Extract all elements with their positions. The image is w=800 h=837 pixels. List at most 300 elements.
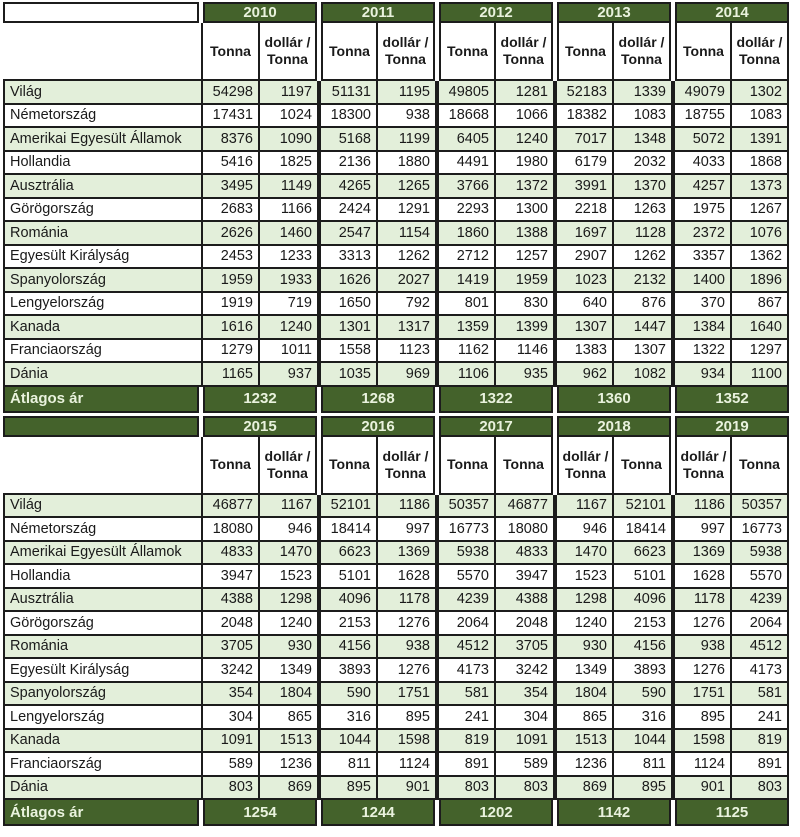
value-cell: 1124 [675, 753, 732, 777]
average-row [3, 387, 789, 413]
value-cell: 1317 [378, 316, 435, 340]
value-cell: 946 [260, 518, 317, 542]
column-header: Tonna [496, 437, 553, 495]
value-cell: 1265 [378, 175, 435, 199]
value-cell: 1470 [260, 542, 317, 566]
average-value: 1322 [439, 387, 553, 413]
table-row [3, 659, 789, 683]
value-cell: 5570 [439, 565, 496, 589]
value-cell: 1044 [321, 730, 378, 754]
average-value: 1360 [557, 387, 671, 413]
value-cell: 2153 [321, 612, 378, 636]
value-cell: 18080 [496, 518, 553, 542]
value-cell: 1298 [557, 589, 614, 613]
value-cell: 819 [439, 730, 496, 754]
value-cell: 1348 [614, 128, 671, 152]
table-row [3, 199, 789, 223]
country-label: Görögország [3, 199, 203, 223]
average-row [3, 800, 789, 826]
value-cell: 1276 [675, 612, 732, 636]
average-label: Átlagos ár [3, 387, 199, 413]
value-cell: 1959 [203, 269, 260, 293]
column-header: Tonna [203, 437, 260, 495]
value-cell: 3495 [203, 175, 260, 199]
value-cell: 895 [321, 777, 378, 801]
value-cell: 52101 [321, 495, 378, 519]
value-cell: 895 [675, 706, 732, 730]
column-header-row [3, 23, 789, 81]
value-cell: 1165 [203, 363, 260, 387]
value-cell: 1628 [378, 565, 435, 589]
value-cell: 52183 [557, 81, 614, 105]
column-header: dollár / Tonna [260, 437, 317, 495]
value-cell: 46877 [203, 495, 260, 519]
value-cell: 1804 [557, 683, 614, 707]
value-cell: 7017 [557, 128, 614, 152]
country-label: Világ [3, 495, 203, 519]
value-cell: 51131 [321, 81, 378, 105]
value-cell: 4096 [321, 589, 378, 613]
country-label: Amerikai Egyesült Államok [3, 542, 203, 566]
table-row [3, 340, 789, 364]
value-cell: 1178 [378, 589, 435, 613]
value-cell: 18755 [675, 105, 732, 129]
value-cell: 4156 [321, 636, 378, 660]
value-cell: 1384 [675, 316, 732, 340]
column-header-row [3, 437, 789, 495]
country-label: Amerikai Egyesült Államok [3, 128, 203, 152]
value-cell: 901 [378, 777, 435, 801]
average-value: 1202 [439, 800, 553, 826]
value-cell: 4512 [439, 636, 496, 660]
value-cell: 1523 [260, 565, 317, 589]
value-cell: 6179 [557, 152, 614, 176]
value-cell: 803 [439, 777, 496, 801]
value-cell: 1650 [321, 293, 378, 317]
value-cell: 867 [732, 293, 789, 317]
value-cell: 1263 [614, 199, 671, 223]
value-cell: 1197 [260, 81, 317, 105]
value-cell: 1195 [378, 81, 435, 105]
value-cell: 1166 [260, 199, 317, 223]
corner-cell [3, 2, 199, 23]
value-cell: 1083 [732, 105, 789, 129]
year-header: 2012 [439, 2, 553, 23]
value-cell: 1276 [378, 659, 435, 683]
value-cell: 304 [496, 706, 553, 730]
value-cell: 5168 [321, 128, 378, 152]
value-cell: 997 [675, 518, 732, 542]
column-header: Tonna [439, 437, 496, 495]
value-cell: 895 [378, 706, 435, 730]
value-cell: 304 [203, 706, 260, 730]
value-cell: 2048 [496, 612, 553, 636]
value-cell: 316 [321, 706, 378, 730]
value-cell: 5101 [614, 565, 671, 589]
table-row [3, 316, 789, 340]
value-cell: 16773 [439, 518, 496, 542]
value-cell: 803 [496, 777, 553, 801]
country-label: Románia [3, 636, 203, 660]
value-cell: 1262 [614, 246, 671, 270]
country-label: Spanyolország [3, 269, 203, 293]
value-cell: 50357 [732, 495, 789, 519]
year-header-row [3, 416, 789, 437]
value-cell: 4257 [675, 175, 732, 199]
value-cell: 3705 [496, 636, 553, 660]
table-row [3, 683, 789, 707]
value-cell: 2153 [614, 612, 671, 636]
value-cell: 962 [557, 363, 614, 387]
value-cell: 49079 [675, 81, 732, 105]
value-cell: 18668 [439, 105, 496, 129]
value-cell: 1860 [439, 222, 496, 246]
column-header: Tonna [557, 23, 614, 81]
value-cell: 801 [439, 293, 496, 317]
table-row [3, 518, 789, 542]
value-cell: 1124 [378, 753, 435, 777]
value-cell: 18414 [614, 518, 671, 542]
value-cell: 1281 [496, 81, 553, 105]
value-cell: 5938 [439, 542, 496, 566]
table-row [3, 589, 789, 613]
value-cell: 3357 [675, 246, 732, 270]
country-label: Franciaország [3, 340, 203, 364]
value-cell: 1349 [557, 659, 614, 683]
year-header: 2015 [203, 416, 317, 437]
value-cell: 354 [203, 683, 260, 707]
country-label: Románia [3, 222, 203, 246]
value-cell: 1044 [614, 730, 671, 754]
column-header: Tonna [439, 23, 496, 81]
value-cell: 1383 [557, 340, 614, 364]
country-label: Dánia [3, 777, 203, 801]
value-cell: 1199 [378, 128, 435, 152]
average-value: 1268 [321, 387, 435, 413]
value-cell: 1091 [203, 730, 260, 754]
value-cell: 16773 [732, 518, 789, 542]
year-header: 2017 [439, 416, 553, 437]
value-cell: 1011 [260, 340, 317, 364]
table-row [3, 730, 789, 754]
value-cell: 4388 [203, 589, 260, 613]
value-cell: 1868 [732, 152, 789, 176]
average-value: 1254 [203, 800, 317, 826]
value-cell: 1076 [732, 222, 789, 246]
value-cell: 18414 [321, 518, 378, 542]
value-cell: 1513 [260, 730, 317, 754]
value-cell: 4388 [496, 589, 553, 613]
value-cell: 1370 [614, 175, 671, 199]
table-row [3, 128, 789, 152]
country-label: Görögország [3, 612, 203, 636]
value-cell: 1751 [378, 683, 435, 707]
value-cell: 1628 [675, 565, 732, 589]
value-cell: 2372 [675, 222, 732, 246]
value-cell: 2626 [203, 222, 260, 246]
table-row [3, 753, 789, 777]
value-cell: 1146 [496, 340, 553, 364]
value-cell: 865 [557, 706, 614, 730]
value-cell: 930 [557, 636, 614, 660]
value-cell: 316 [614, 706, 671, 730]
country-label: Ausztrália [3, 175, 203, 199]
value-cell: 891 [439, 753, 496, 777]
year-header: 2019 [675, 416, 789, 437]
value-cell: 5072 [675, 128, 732, 152]
table-row [3, 363, 789, 387]
country-label: Lengyelország [3, 706, 203, 730]
value-cell: 3947 [203, 565, 260, 589]
value-cell: 930 [260, 636, 317, 660]
corner-cell [3, 437, 203, 495]
country-label: Németország [3, 518, 203, 542]
column-header: dollár / Tonna [260, 23, 317, 81]
value-cell: 938 [675, 636, 732, 660]
value-cell: 1388 [496, 222, 553, 246]
value-cell: 1083 [614, 105, 671, 129]
value-cell: 4491 [439, 152, 496, 176]
value-cell: 3991 [557, 175, 614, 199]
value-cell: 1297 [732, 340, 789, 364]
value-cell: 1240 [496, 128, 553, 152]
table-row [3, 706, 789, 730]
column-header: Tonna [732, 437, 789, 495]
value-cell: 1460 [260, 222, 317, 246]
value-cell: 1302 [732, 81, 789, 105]
value-cell: 581 [439, 683, 496, 707]
value-cell: 1751 [675, 683, 732, 707]
value-cell: 1257 [496, 246, 553, 270]
average-value: 1142 [557, 800, 671, 826]
table-row [3, 152, 789, 176]
value-cell: 1300 [496, 199, 553, 223]
value-cell: 4239 [732, 589, 789, 613]
value-cell: 4833 [496, 542, 553, 566]
value-cell: 3893 [614, 659, 671, 683]
value-cell: 1178 [675, 589, 732, 613]
value-cell: 6623 [321, 542, 378, 566]
country-label: Kanada [3, 730, 203, 754]
value-cell: 1240 [260, 612, 317, 636]
value-cell: 354 [496, 683, 553, 707]
column-header: dollár / Tonna [675, 437, 732, 495]
value-cell: 1123 [378, 340, 435, 364]
value-cell: 901 [675, 777, 732, 801]
year-header: 2018 [557, 416, 671, 437]
value-cell: 876 [614, 293, 671, 317]
value-cell: 792 [378, 293, 435, 317]
value-cell: 2712 [439, 246, 496, 270]
column-header: dollár / Tonna [378, 23, 435, 81]
country-label: Franciaország [3, 753, 203, 777]
value-cell: 1236 [557, 753, 614, 777]
value-cell: 803 [732, 777, 789, 801]
country-label: Világ [3, 81, 203, 105]
value-cell: 997 [378, 518, 435, 542]
value-cell: 1804 [260, 683, 317, 707]
value-cell: 1035 [321, 363, 378, 387]
average-value: 1125 [675, 800, 789, 826]
value-cell: 1301 [321, 316, 378, 340]
table-row [3, 175, 789, 199]
value-cell: 581 [732, 683, 789, 707]
value-cell: 1373 [732, 175, 789, 199]
value-cell: 719 [260, 293, 317, 317]
value-cell: 1369 [675, 542, 732, 566]
value-cell: 1167 [260, 495, 317, 519]
value-cell: 2136 [321, 152, 378, 176]
value-cell: 1616 [203, 316, 260, 340]
corner-cell [3, 23, 203, 81]
value-cell: 54298 [203, 81, 260, 105]
column-header: dollár / Tonna [557, 437, 614, 495]
value-cell: 1880 [378, 152, 435, 176]
value-cell: 1975 [675, 199, 732, 223]
value-cell: 2064 [439, 612, 496, 636]
value-cell: 370 [675, 293, 732, 317]
value-cell: 6405 [439, 128, 496, 152]
value-cell: 1091 [496, 730, 553, 754]
value-cell: 1276 [675, 659, 732, 683]
value-cell: 1598 [675, 730, 732, 754]
country-label: Hollandia [3, 152, 203, 176]
value-cell: 50357 [439, 495, 496, 519]
value-cell: 1149 [260, 175, 317, 199]
value-cell: 1933 [260, 269, 317, 293]
value-cell: 1339 [614, 81, 671, 105]
value-cell: 4239 [439, 589, 496, 613]
value-cell: 1307 [557, 316, 614, 340]
value-cell: 1291 [378, 199, 435, 223]
value-cell: 811 [321, 753, 378, 777]
value-cell: 1399 [496, 316, 553, 340]
value-cell: 1167 [557, 495, 614, 519]
value-cell: 4173 [732, 659, 789, 683]
value-cell: 52101 [614, 495, 671, 519]
average-value: 1232 [203, 387, 317, 413]
value-cell: 640 [557, 293, 614, 317]
value-cell: 5416 [203, 152, 260, 176]
value-cell: 18382 [557, 105, 614, 129]
value-cell: 1298 [260, 589, 317, 613]
value-cell: 1359 [439, 316, 496, 340]
value-cell: 3893 [321, 659, 378, 683]
value-cell: 1090 [260, 128, 317, 152]
value-cell: 1186 [378, 495, 435, 519]
value-cell: 1391 [732, 128, 789, 152]
value-cell: 1267 [732, 199, 789, 223]
country-label: Spanyolország [3, 683, 203, 707]
value-cell: 938 [378, 105, 435, 129]
country-label: Egyesült Királyság [3, 246, 203, 270]
value-cell: 1959 [496, 269, 553, 293]
column-header: dollár / Tonna [614, 23, 671, 81]
value-cell: 2907 [557, 246, 614, 270]
value-cell: 1279 [203, 340, 260, 364]
value-cell: 1023 [557, 269, 614, 293]
year-header: 2011 [321, 2, 435, 23]
value-cell: 1558 [321, 340, 378, 364]
corner-cell [3, 416, 199, 437]
value-cell: 2048 [203, 612, 260, 636]
value-cell: 1419 [439, 269, 496, 293]
value-cell: 3313 [321, 246, 378, 270]
value-cell: 5938 [732, 542, 789, 566]
column-header: Tonna [321, 437, 378, 495]
value-cell: 3242 [203, 659, 260, 683]
table-row [3, 293, 789, 317]
country-label: Egyesült Királyság [3, 659, 203, 683]
value-cell: 18300 [321, 105, 378, 129]
value-cell: 1082 [614, 363, 671, 387]
value-cell: 1896 [732, 269, 789, 293]
value-cell: 1919 [203, 293, 260, 317]
value-cell: 1640 [732, 316, 789, 340]
column-header: Tonna [675, 23, 732, 81]
year-header-row [3, 2, 789, 23]
value-cell: 8376 [203, 128, 260, 152]
value-cell: 589 [496, 753, 553, 777]
value-cell: 935 [496, 363, 553, 387]
value-cell: 946 [557, 518, 614, 542]
country-label: Lengyelország [3, 293, 203, 317]
table-row [3, 105, 789, 129]
table-row [3, 246, 789, 270]
value-cell: 4512 [732, 636, 789, 660]
average-value: 1352 [675, 387, 789, 413]
column-header: Tonna [614, 437, 671, 495]
value-cell: 4265 [321, 175, 378, 199]
average-value: 1244 [321, 800, 435, 826]
value-cell: 46877 [496, 495, 553, 519]
value-cell: 1369 [378, 542, 435, 566]
value-cell: 1162 [439, 340, 496, 364]
value-cell: 937 [260, 363, 317, 387]
year-header: 2013 [557, 2, 671, 23]
value-cell: 4173 [439, 659, 496, 683]
value-cell: 589 [203, 753, 260, 777]
value-cell: 1186 [675, 495, 732, 519]
value-cell: 1128 [614, 222, 671, 246]
value-cell: 2293 [439, 199, 496, 223]
value-cell: 891 [732, 753, 789, 777]
average-label: Átlagos ár [3, 800, 199, 826]
value-cell: 2424 [321, 199, 378, 223]
value-cell: 1349 [260, 659, 317, 683]
value-cell: 2453 [203, 246, 260, 270]
column-header: dollár / Tonna [732, 23, 789, 81]
value-cell: 1307 [614, 340, 671, 364]
value-cell: 4096 [614, 589, 671, 613]
value-cell: 865 [260, 706, 317, 730]
value-cell: 811 [614, 753, 671, 777]
value-cell: 1100 [732, 363, 789, 387]
value-cell: 1066 [496, 105, 553, 129]
country-label: Hollandia [3, 565, 203, 589]
table-row [3, 565, 789, 589]
year-header: 2014 [675, 2, 789, 23]
value-cell: 1626 [321, 269, 378, 293]
value-cell: 5101 [321, 565, 378, 589]
country-label: Dánia [3, 363, 203, 387]
value-cell: 1697 [557, 222, 614, 246]
table-row [3, 777, 789, 801]
column-header: Tonna [321, 23, 378, 81]
value-cell: 869 [260, 777, 317, 801]
data-table [3, 2, 793, 826]
column-header: Tonna [203, 23, 260, 81]
